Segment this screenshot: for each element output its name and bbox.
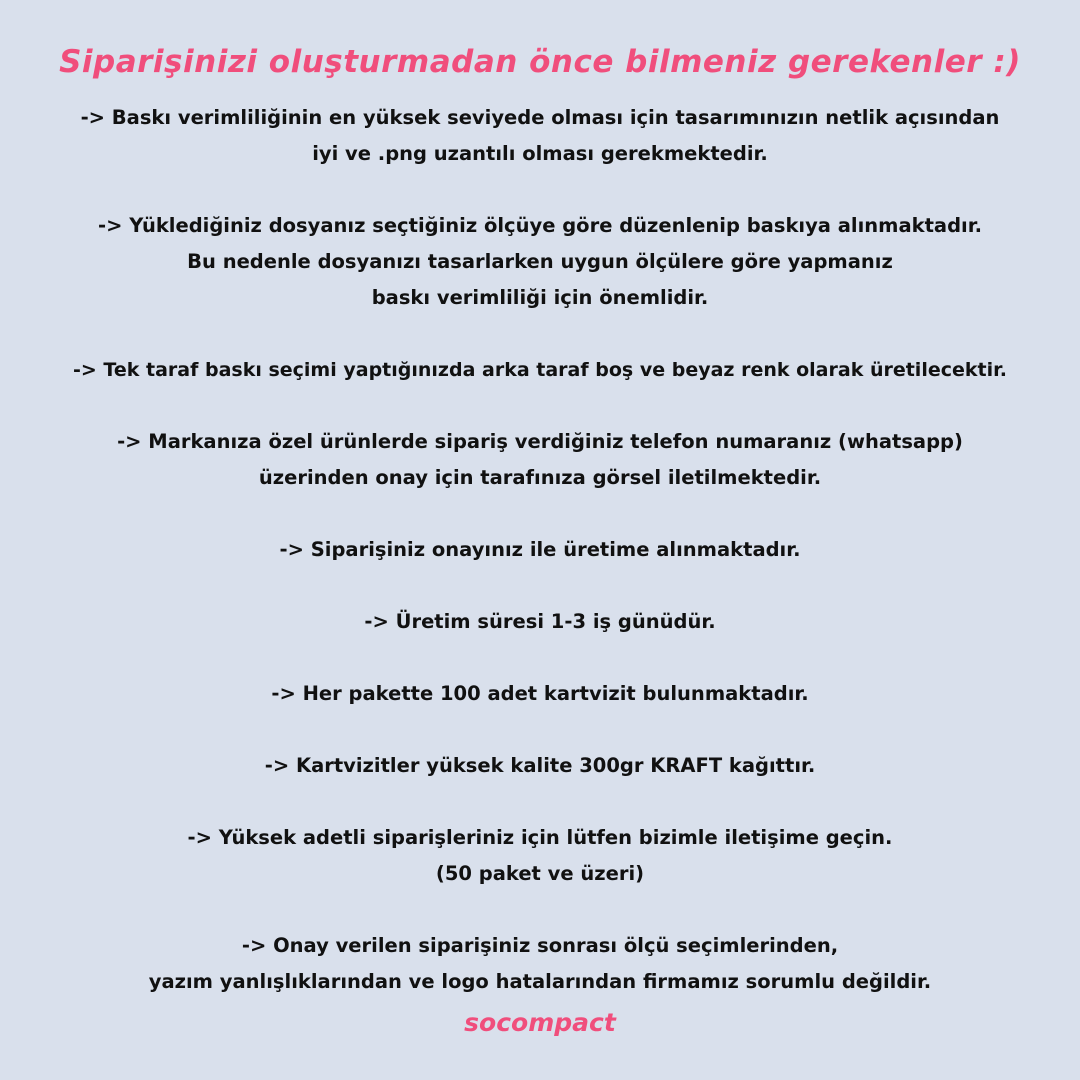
info-item	[0, 748, 1080, 784]
brand-logo: socompact	[464, 1008, 616, 1037]
info-line: -> Üretim süresi 1-3 iş günüdür.	[364, 610, 716, 633]
page-title: Siparişinizi oluşturmadan önce bilmeniz gerekenler :)	[59, 44, 1021, 80]
info-line: -> Onay verilen siparişiniz sonrası ölçü seçimlerinden,	[241, 934, 839, 957]
info-item	[0, 424, 1080, 496]
info-item	[0, 532, 1080, 568]
info-line: -> Markanıza özel ürünlerde sipariş verdiğiniz telefon numaranız (whatsapp)	[117, 430, 963, 453]
info-item	[0, 820, 1080, 892]
info-line: -> Tek taraf baskı seçimi yaptığınızda arka taraf boş ve beyaz renk olarak üretilecektir.	[73, 359, 1007, 381]
info-line: üzerinden onay için tarafınıza görsel iletilmektedir.	[258, 466, 822, 489]
info-item	[0, 208, 1080, 316]
info-line: -> Her pakette 100 adet kartvizit bulunmaktadır.	[271, 682, 809, 705]
info-item	[0, 676, 1080, 712]
info-item	[0, 352, 1080, 388]
info-line: -> Baskı verimliliğinin en yüksek seviyede olması için tasarımınızın netlik açısından	[80, 106, 1000, 129]
info-line: Bu nedenle dosyanızı tasarlarken uygun ölçülere göre yapmanız	[187, 250, 893, 273]
info-list	[0, 100, 1080, 1000]
info-line: baskı verimliliği için önemlidir.	[371, 286, 709, 309]
info-line: -> Siparişiniz onayınız ile üretime alınmaktadır.	[279, 538, 801, 561]
info-line: yazım yanlışlıklarından ve logo hatalarından firmamız sorumlu değildir.	[148, 970, 932, 993]
info-line: -> Yüklediğiniz dosyanız seçtiğiniz ölçüye göre düzenlenip baskıya alınmaktadır.	[98, 214, 982, 237]
info-item	[0, 100, 1080, 172]
info-item	[0, 604, 1080, 640]
info-line: -> Yüksek adetli siparişleriniz için lütfen bizimle iletişime geçin.	[187, 826, 893, 849]
info-line: iyi ve .png uzantılı olması gerekmektedir.	[312, 142, 768, 165]
info-item	[0, 928, 1080, 1000]
info-line: -> Kartvizitler yüksek kalite 300gr KRAFT kağıttır.	[264, 754, 816, 777]
info-line: (50 paket ve üzeri)	[435, 862, 645, 885]
